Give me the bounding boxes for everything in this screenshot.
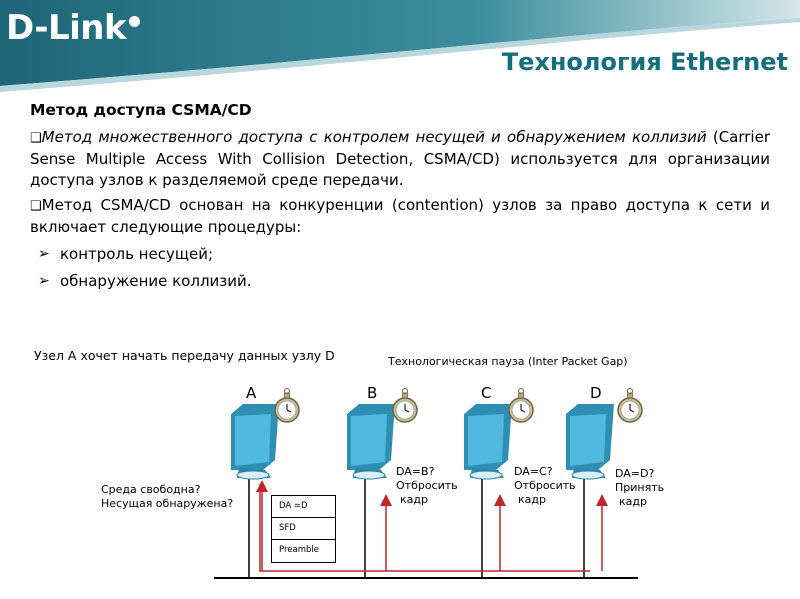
node-b-label: B [367, 384, 378, 402]
checkbox-bullet-icon: ❑ [30, 199, 42, 214]
node-b-note [396, 465, 458, 507]
monitor-c-icon [464, 404, 512, 479]
node-a-label: A [246, 384, 257, 402]
node-d-note [615, 467, 664, 509]
node-c-note-line2: Отбросить [514, 479, 576, 492]
node-d-note-line2: Принять [615, 481, 665, 494]
frame-field-sfd: SFD [272, 518, 335, 540]
medium-status [101, 483, 233, 511]
monitor-b-icon [347, 404, 395, 479]
node-b-note-line2: Отбросить [396, 479, 458, 492]
sub-item-label: контроль несущей; [60, 245, 213, 263]
bullet1-italic-text: Метод множественного доступа с контролем несущей и обнаружением коллизий [41, 128, 707, 146]
caption-right: Технологическая пауза (Inter Packet Gap) [388, 355, 628, 368]
stopwatch-c-icon [509, 389, 533, 423]
frame-field-da: DA =D [272, 496, 335, 518]
node-c-label: C [481, 384, 492, 402]
slide-title: Технология Ethernet [501, 48, 788, 76]
node-b-note-line3: кадр [400, 493, 428, 506]
section-title: Метод доступа CSMA/CD [30, 101, 252, 119]
monitor-a-icon [231, 404, 279, 479]
frame-structure [271, 495, 336, 563]
frame-field-preamble: Preamble [279, 545, 319, 555]
stopwatch-a-icon [275, 389, 299, 423]
node-c-note [514, 465, 576, 507]
stopwatch-b-icon [393, 389, 417, 423]
status-free-question: Среда свободна? [101, 483, 201, 496]
bullet1-text: (Carrier Sense Multiple Access With Collision Detection, CSMA/CD) используется для организации доступа узлов к разделяемой среде передачи. [30, 128, 770, 189]
arrow-bullet-icon: ➢ [38, 273, 50, 289]
node-d-note-line1: DA=D? [615, 467, 655, 480]
bullet2-text: Метод CSMA/CD основан на конкуренции (contention) узлов за право доступа к сети и включает следующие процедуры: [30, 196, 770, 236]
sub-item-label: обнаружение коллизий. [60, 272, 252, 290]
status-carrier-question: Несущая обнаружена? [101, 497, 234, 510]
node-b-note-line1: DA=B? [396, 465, 435, 478]
arrow-bullet-icon: ➢ [38, 246, 50, 262]
node-c-note-line1: DA=C? [514, 465, 553, 478]
node-d-label: D [590, 384, 602, 402]
stopwatch-d-icon [618, 389, 642, 423]
node-c-note-line3: кадр [518, 493, 546, 506]
node-d-note-line3: кадр [619, 495, 647, 508]
logo-text: D-Link [6, 8, 127, 48]
caption-left: Узел А хочет начать передачу данных узлу D [34, 348, 335, 363]
checkbox-bullet-icon: ❑ [30, 131, 42, 146]
